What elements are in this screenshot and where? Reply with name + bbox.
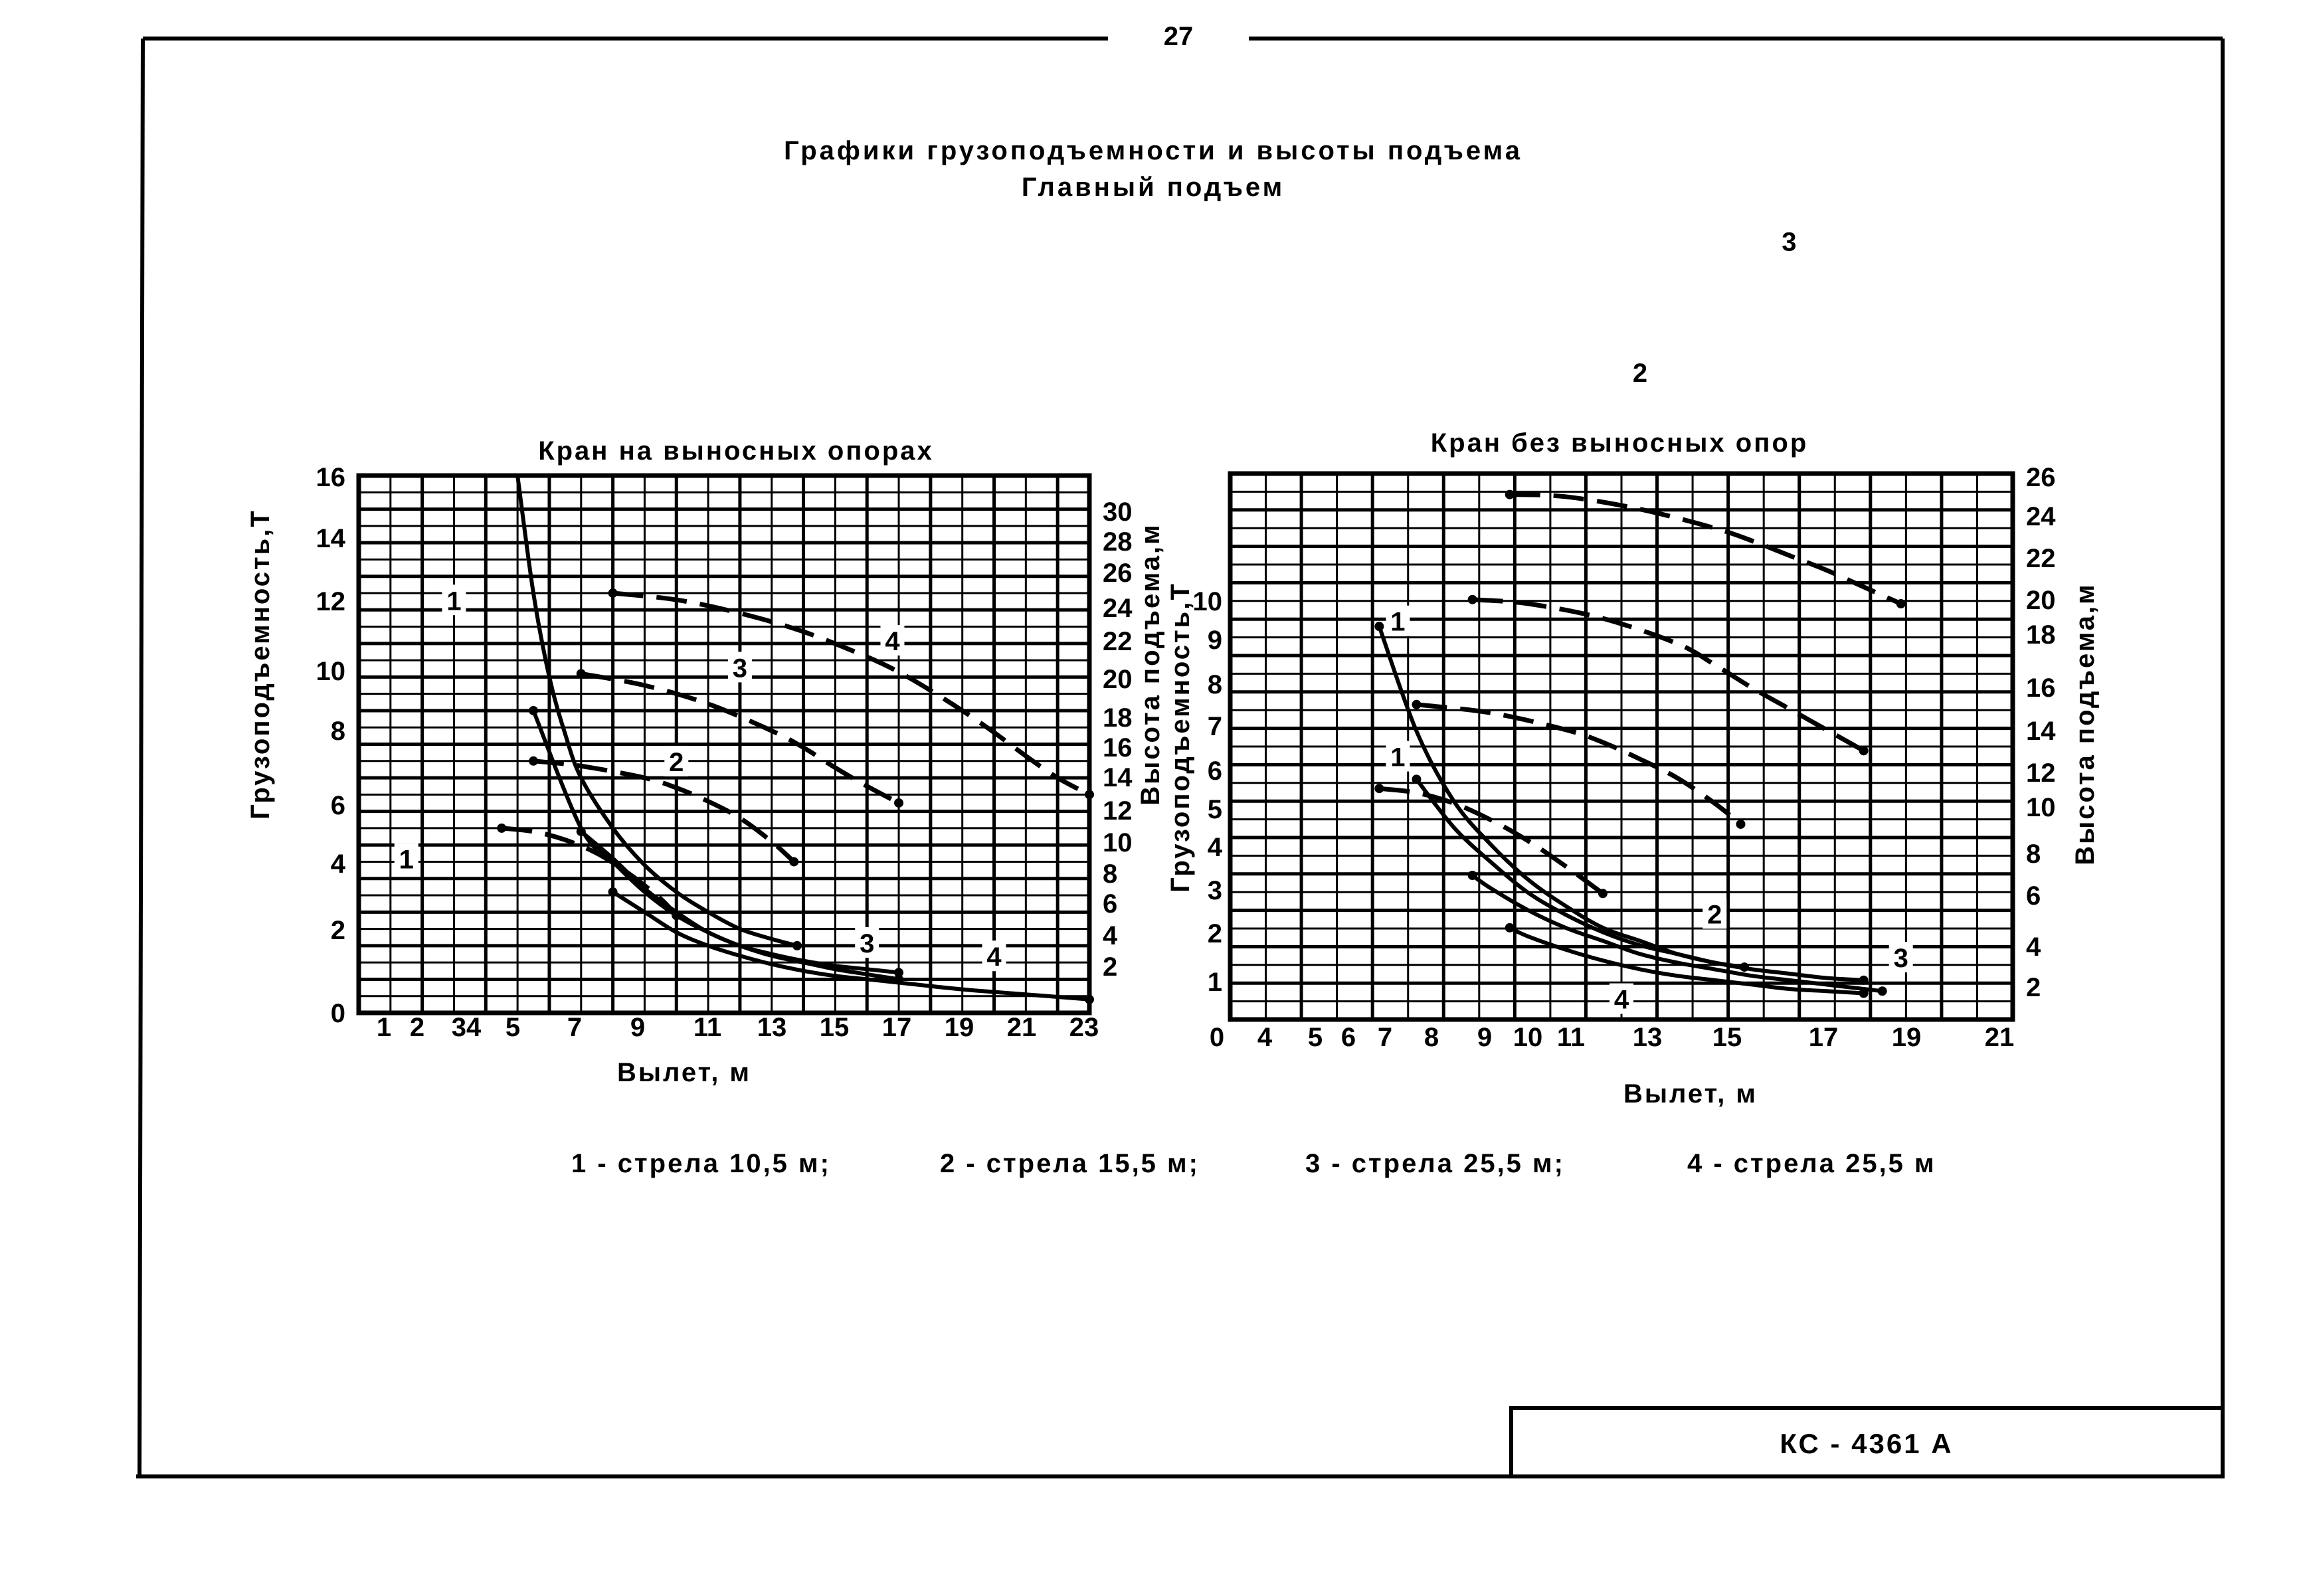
y2-tick-label: 6 (2026, 881, 2041, 911)
y-tick-label: 9 (1207, 626, 1222, 655)
series-start-point (497, 824, 506, 833)
x-tick-label: 11 (1556, 1023, 1586, 1052)
series-start-point (577, 669, 586, 678)
curve-label: 4 (885, 626, 900, 656)
page-title-line1: Графики грузоподъемности и высоты подъема (784, 136, 1522, 165)
x-tick-label: 21 (1984, 1023, 2015, 1052)
y2-tick-label: 12 (1103, 796, 1133, 826)
curve-label: 3 (732, 654, 748, 683)
x-tick-label: 5 (1307, 1023, 1323, 1052)
x-tick-label: 13 (757, 1013, 787, 1042)
y2-tick-label: 10 (2026, 793, 2056, 822)
y2-tick-label: 14 (2026, 717, 2056, 746)
chart-no-outriggers (1166, 226, 2100, 1108)
x-tick-label: 9 (630, 1013, 646, 1042)
x-tick-label: 15 (1712, 1023, 1742, 1052)
x-tick-label: 15 (819, 1013, 850, 1042)
y2-tick-label: 14 (1103, 763, 1133, 792)
series-start-point (1468, 595, 1477, 604)
y2-tick-label: 10 (1103, 828, 1133, 857)
y-tick-label: 2 (1207, 919, 1222, 948)
curve-label: 1 (1390, 743, 1406, 772)
y2-tick-label: 2 (2026, 973, 2041, 1002)
legend-item-1: 1 - стрела 10,5 м; (571, 1149, 831, 1178)
series-end-point (1085, 790, 1094, 799)
y-tick-label: 6 (1207, 756, 1222, 786)
y-tick-label: 6 (330, 791, 345, 820)
y-tick-label: 14 (316, 524, 345, 553)
curve-label: 2 (1632, 358, 1648, 388)
y-tick-label: 10 (316, 657, 345, 686)
y2-tick-label: 24 (1103, 594, 1133, 623)
y2-tick-label: 20 (1103, 665, 1133, 694)
y-axis-label: Грузоподъемность,Т (246, 509, 275, 820)
y2-tick-label: 6 (1103, 889, 1118, 919)
series-end-point (1859, 976, 1869, 985)
y2-tick-label: 24 (2026, 502, 2056, 531)
series-start-point (529, 756, 538, 766)
y-tick-label: 0 (330, 999, 345, 1028)
y2-tick-label: 8 (1103, 859, 1118, 889)
stamp-text: КС - 4361 А (1780, 1428, 1954, 1459)
curve-label: 4 (986, 942, 1002, 972)
series-end-point (672, 911, 681, 920)
series-end-point (792, 941, 802, 950)
y-tick-label: 4 (330, 849, 345, 879)
y-axis-label: Грузоподъемность,Т (1166, 582, 1195, 893)
x-tick-label: 1 (376, 1013, 392, 1042)
series-end-point (1896, 599, 1906, 608)
x-tick-label: 19 (1891, 1023, 1922, 1052)
series-start-point (1412, 700, 1421, 709)
series-start-point (577, 827, 586, 836)
x-tick-label: 2 (409, 1013, 425, 1042)
y-tick-label: 7 (1207, 712, 1222, 741)
curve-label: 2 (669, 747, 684, 777)
series-start-point (608, 588, 618, 598)
series-start-point (1374, 784, 1384, 793)
x-tick-label: 6 (1340, 1023, 1356, 1052)
y2-tick-label: 22 (1103, 627, 1133, 656)
curve-label: 1 (399, 845, 414, 875)
y2-tick-label: 20 (2026, 586, 2056, 615)
curve-label: 1 (446, 586, 462, 616)
series-end-point (789, 857, 798, 866)
x-tick-label: 17 (1808, 1023, 1839, 1052)
x-tick-label: 8 (1424, 1023, 1439, 1052)
y2-tick-label: 26 (1103, 559, 1133, 588)
y2-tick-label: 18 (1103, 703, 1133, 733)
series-end-point (1859, 746, 1869, 755)
series-end-point (894, 798, 903, 808)
y2-tick-label: 12 (2026, 758, 2056, 788)
x-tick-label: 7 (1377, 1023, 1393, 1052)
y-tick-label: 5 (1207, 795, 1222, 824)
y-tick-label: 1 (1207, 968, 1222, 997)
x-tick-label: 0 (1209, 1023, 1225, 1052)
legend-item-3: 3 - стрела 25,5 м; (1305, 1149, 1565, 1178)
y2-tick-label: 4 (1103, 921, 1118, 950)
x-tick-label: 5 (505, 1013, 521, 1042)
curve-label: 1 (1390, 607, 1406, 637)
x-tick-label: 7 (567, 1013, 583, 1042)
y2-tick-label: 22 (2026, 544, 2056, 573)
legend-item-4: 4 - стрела 25,5 м (1687, 1149, 1936, 1178)
y2-axis-label: Высота подъема,м (2071, 582, 2100, 865)
y-tick-label: 16 (316, 463, 345, 492)
y-tick-label: 12 (316, 587, 345, 616)
series-end-point (1859, 989, 1869, 998)
series-end-point (1878, 986, 1887, 996)
chart-title: Кран на выносных опорах (538, 436, 934, 466)
y-tick-label: 8 (1207, 670, 1222, 699)
y-tick-label: 4 (1207, 833, 1222, 862)
x-tick-label: 13 (1632, 1023, 1663, 1052)
series-capacity-2 (533, 711, 899, 972)
y2-tick-label: 16 (1103, 733, 1133, 762)
y2-tick-label: 16 (2026, 673, 2056, 703)
series-start-point (1412, 774, 1421, 784)
series-capacity-2 (1417, 779, 1864, 980)
series-start-point (1468, 871, 1477, 880)
y-tick-label: 3 (1207, 876, 1222, 905)
x-tick-label: 10 (1513, 1023, 1543, 1052)
series-start-point (529, 706, 538, 715)
x-tick-label: 23 (1069, 1013, 1099, 1042)
page-number: 27 (1163, 22, 1194, 51)
curve-label: 3 (1893, 944, 1908, 974)
y-tick-label: 8 (330, 717, 345, 746)
x-axis-label: Вылет, м (1623, 1079, 1758, 1108)
page-title-line2: Главный подъем (1021, 173, 1285, 202)
series-start-point (1505, 490, 1515, 499)
curve-label: 3 (1782, 227, 1797, 257)
x-tick-label: 11 (693, 1013, 722, 1042)
x-tick-label: 19 (944, 1013, 974, 1042)
x-axis-label: Вылет, м (616, 1058, 752, 1087)
series-start-point (1374, 622, 1384, 631)
y2-tick-label: 26 (2026, 463, 2056, 492)
y2-tick-label: 28 (1103, 527, 1133, 557)
y2-axis-label: Высота подъема,м (1136, 523, 1165, 806)
x-tick-label: 17 (881, 1013, 912, 1042)
x-tick-label: 34 (451, 1013, 482, 1042)
legend-item-2: 2 - стрела 15,5 м; (940, 1149, 1200, 1178)
x-tick-label: 9 (1477, 1023, 1493, 1052)
series-height-1 (1379, 788, 1603, 893)
chart-outriggers (246, 436, 1165, 1087)
x-tick-label: 4 (1257, 1023, 1273, 1052)
legend (571, 1149, 1936, 1178)
curve-label: 4 (1613, 985, 1629, 1015)
curve-label: 3 (860, 929, 875, 958)
y2-tick-label: 2 (1103, 952, 1118, 982)
series-start-point (608, 887, 618, 897)
y-tick-label: 2 (330, 916, 345, 945)
series-start-point (1505, 923, 1515, 932)
x-tick-label: 21 (1006, 1013, 1037, 1042)
y2-tick-label: 18 (2026, 620, 2056, 650)
y-tick-label: 10 (1192, 587, 1222, 616)
y2-tick-label: 4 (2026, 932, 2041, 962)
y2-tick-label: 30 (1103, 497, 1133, 527)
series-end-point (1085, 995, 1094, 1004)
y2-tick-label: 8 (2026, 840, 2041, 869)
chart-title: Кран без выносных опор (1430, 428, 1809, 458)
series-end-point (1598, 889, 1608, 898)
curve-label: 2 (1707, 900, 1722, 930)
series-end-point (1736, 820, 1746, 829)
